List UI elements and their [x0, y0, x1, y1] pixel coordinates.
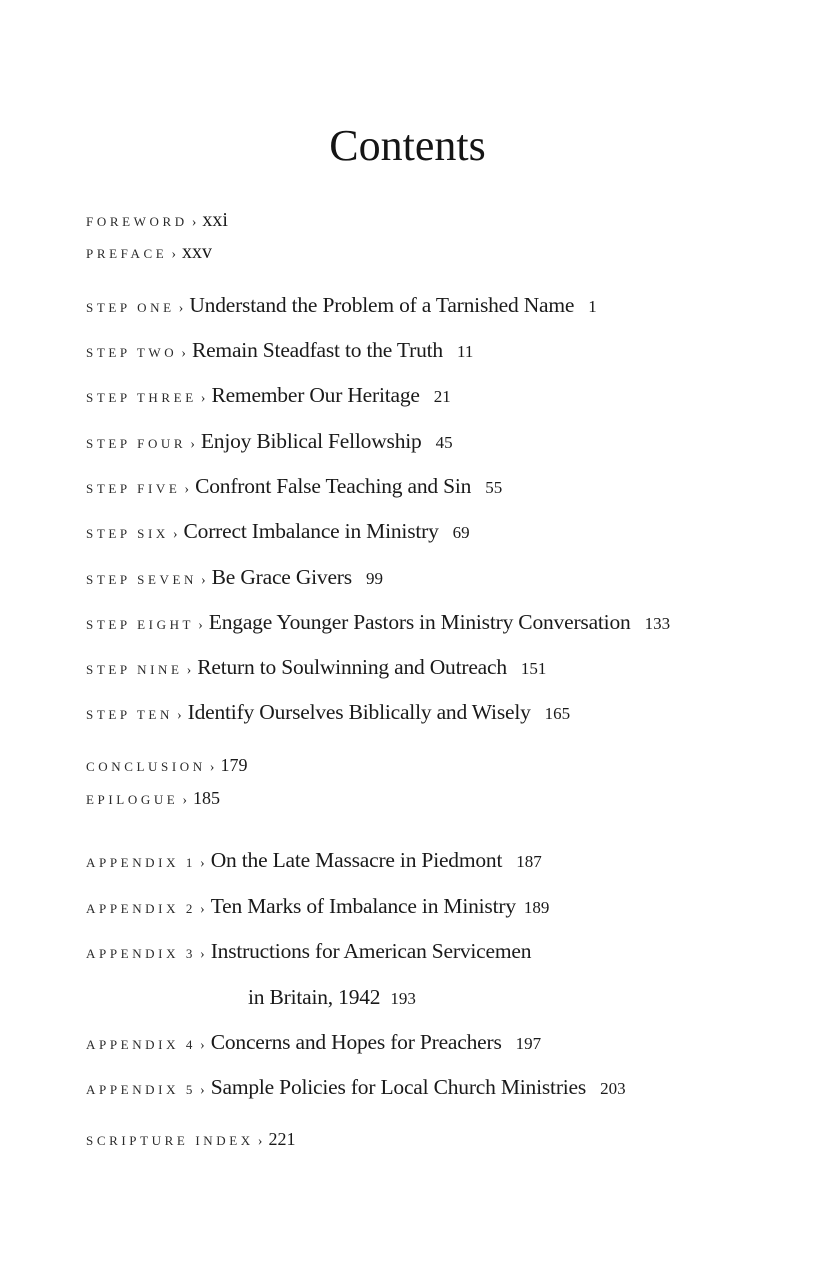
chapter-title: Enjoy Biblical Fellowship: [200, 429, 422, 453]
toc-entry-appendix-4[interactable]: [86, 1027, 541, 1057]
page-number: 151: [520, 659, 547, 678]
page-number: 197: [515, 1034, 542, 1053]
page-number: 11: [456, 342, 474, 361]
chevron-right-icon: ›: [186, 663, 192, 678]
entry-label: STEP EIGHT: [86, 617, 195, 632]
entry-label: STEP THREE: [86, 390, 197, 405]
entry-label: FOREWORD: [86, 214, 188, 229]
chevron-right-icon: ›: [200, 947, 205, 962]
toc-entry-step-four[interactable]: [86, 426, 453, 456]
toc-entry-step-eight[interactable]: [86, 607, 670, 637]
entry-label: STEP SIX: [86, 526, 169, 541]
chevron-right-icon: ›: [200, 902, 205, 917]
chevron-right-icon: ›: [172, 527, 178, 542]
toc-entry-step-three[interactable]: [86, 380, 451, 410]
toc-entry-step-seven[interactable]: [86, 562, 383, 592]
entry-label: APPENDIX 4: [86, 1037, 197, 1052]
entry-label: STEP FIVE: [86, 481, 181, 496]
chevron-right-icon: ›: [191, 215, 197, 230]
chapter-title: On the Late Massacre in Piedmont: [210, 848, 503, 872]
chevron-right-icon: ›: [182, 793, 188, 808]
toc-entry-scripture-index[interactable]: [86, 1124, 295, 1154]
page-number: 189: [523, 898, 550, 917]
page-number: 133: [644, 614, 671, 633]
toc-entry-appendix-2[interactable]: [86, 891, 549, 921]
toc-entry-step-ten[interactable]: [86, 697, 570, 727]
chapter-title: Concerns and Hopes for Preachers: [210, 1030, 502, 1054]
chapter-title: Return to Soulwinning and Outreach: [197, 655, 507, 679]
page-number: 187: [516, 852, 542, 871]
entry-label: STEP NINE: [86, 662, 183, 677]
page-number: 1: [588, 297, 597, 316]
toc-entry-foreword[interactable]: [86, 205, 228, 235]
toc-entry-preface[interactable]: [86, 237, 212, 267]
entry-label: APPENDIX 3: [86, 946, 197, 961]
toc-entry-appendix-3-continuation[interactable]: [248, 982, 416, 1012]
entry-label: PREFACE: [86, 246, 168, 261]
entry-label: APPENDIX 2: [86, 901, 197, 916]
entry-label: APPENDIX 1: [86, 855, 197, 870]
chapter-title: Understand the Problem of a Tarnished Name: [189, 293, 575, 317]
chapter-title: Identify Ourselves Biblically and Wisely: [187, 700, 531, 724]
toc-entry-conclusion[interactable]: [86, 750, 247, 780]
page-number: 203: [600, 1079, 626, 1098]
page-number: 179: [220, 755, 248, 775]
chevron-right-icon: ›: [181, 346, 186, 361]
entry-label: EPILOGUE: [86, 792, 179, 807]
toc-entry-appendix-5[interactable]: [86, 1072, 626, 1102]
entry-label: STEP FOUR: [86, 436, 187, 451]
chevron-right-icon: ›: [184, 482, 190, 497]
chevron-right-icon: ›: [176, 708, 182, 723]
chevron-right-icon: ›: [257, 1134, 263, 1149]
page-number: 21: [433, 387, 451, 406]
chevron-right-icon: ›: [209, 760, 215, 775]
chapter-title: Correct Imbalance in Ministry: [183, 519, 439, 543]
entry-label: STEP TWO: [86, 345, 178, 360]
toc-entry-step-one[interactable]: [86, 290, 597, 320]
page-number: xxv: [181, 241, 212, 263]
chapter-title: Engage Younger Pastors in Ministry Conversation: [208, 610, 631, 634]
entry-label: STEP ONE: [86, 300, 175, 315]
entry-label: APPENDIX 5: [86, 1082, 197, 1097]
chevron-right-icon: ›: [190, 437, 195, 452]
chevron-right-icon: ›: [200, 1038, 205, 1053]
page-number: 45: [435, 433, 453, 452]
toc-entry-step-two[interactable]: [86, 335, 473, 365]
chapter-title: Remember Our Heritage: [211, 383, 420, 407]
chapter-title: Be Grace Givers: [211, 565, 352, 589]
toc-entry-appendix-1[interactable]: [86, 845, 542, 875]
toc-entry-appendix-3[interactable]: [86, 936, 531, 966]
toc-entry-step-five[interactable]: [86, 471, 502, 501]
chapter-title: Ten Marks of Imbalance in Ministry: [210, 894, 516, 918]
entry-label: STEP TEN: [86, 707, 173, 722]
page-title: Contents: [329, 121, 486, 170]
page-number: 99: [365, 569, 383, 588]
page-number: 185: [193, 788, 221, 808]
page-number: 55: [485, 478, 503, 497]
page-number: 193: [390, 989, 416, 1008]
page-number: 69: [452, 523, 470, 542]
chevron-right-icon: ›: [200, 1083, 205, 1098]
toc-entry-epilogue[interactable]: [86, 783, 220, 813]
chevron-right-icon: ›: [171, 247, 176, 262]
page-number: 165: [544, 704, 571, 723]
chevron-right-icon: ›: [178, 301, 184, 316]
toc-entry-step-six[interactable]: [86, 516, 470, 546]
entry-label: STEP SEVEN: [86, 572, 197, 587]
page-number: xxi: [202, 209, 228, 231]
chapter-title: Sample Policies for Local Church Ministries: [210, 1075, 587, 1099]
chapter-title: Instructions for American Servicemen: [210, 939, 532, 963]
chapter-title-continuation: in Britain, 1942: [248, 985, 381, 1009]
toc-entry-step-nine[interactable]: [86, 652, 546, 682]
chevron-right-icon: ›: [200, 391, 206, 406]
page-number: 221: [268, 1129, 296, 1149]
chapter-title: Confront False Teaching and Sin: [195, 474, 472, 498]
chevron-right-icon: ›: [200, 856, 205, 871]
chevron-right-icon: ›: [201, 573, 206, 588]
chapter-title: Remain Steadfast to the Truth: [191, 338, 443, 362]
entry-label: SCRIPTURE INDEX: [86, 1133, 254, 1148]
chevron-right-icon: ›: [198, 618, 203, 633]
entry-label: CONCLUSION: [86, 759, 206, 774]
